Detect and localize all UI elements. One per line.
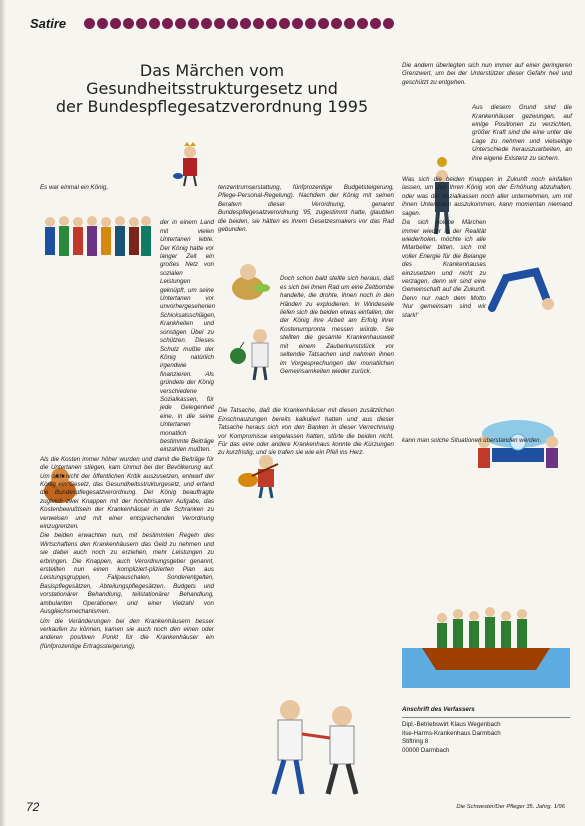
title-line: Das Märchen vom xyxy=(139,61,285,80)
journal-footer: Die Schwester/Der Pfleger 35. Jahrg. 1/96 xyxy=(456,804,565,810)
page-number: 72 xyxy=(26,800,40,814)
section-dot-bar xyxy=(84,18,396,32)
section-dot xyxy=(383,18,394,29)
section-dot xyxy=(110,18,121,29)
section-dot xyxy=(84,18,95,29)
author-heading: Anschrift des Verfassers xyxy=(402,706,475,713)
paragraph: Die beiden erwachten nun, mit bestimmten Regeln des Wirtschaftens den Krankenhäusern das Geld zu nehmen und sie dabei auch noch zu erziehen, mehr Leistungen zu erbringen. Die Knappen, auch Verordnungsgeber genannt, erstellten nun einen kompliziert-plizierten Plan aus Leistungsgruppen, Fallpauschalen, Sonderentgelten, Basispflegesätzen, Abteilungspflegesätzen, Budgets und vorstationärer Behandlung, teilstationärer Behandlung, ambulanten Operationen und einer Vielzahl von Ausgleichsmechanismen. xyxy=(40,532,214,616)
author-address-box xyxy=(402,706,570,755)
section-dot xyxy=(370,18,381,29)
paragraph: tenzentrumserstattung, fünfprozentige Budgetsteigerung, Pflege-Personal-Regelung). Nachdem der König mit seinen Beratern dieser Verordnung, genannt Bundespflegesatzverordnung '95, zugestimmt hatte, glaubten die beiden, sie hätten es ihrem Gesetzesmakers vor das Rad gebunden. xyxy=(218,184,394,234)
section-dot xyxy=(97,18,108,29)
paragraph: Es war einmal ein König, xyxy=(40,184,109,191)
section-dot xyxy=(253,18,264,29)
page-gutter-shadow xyxy=(0,0,6,826)
author-line: Stiftring 8 xyxy=(402,738,429,746)
paragraph: Aus diesem Grund sind die Krankenhäuser gezwungen, auf einige Positionen zu verzichten, größer Kraft sind die eine unter die Lage zu nehmen und vielseitige Unterschiede herauszuarbeiten, an ihre eigene Existenz zu sichern. xyxy=(472,104,572,162)
section-dot xyxy=(292,18,303,29)
paragraph: Die Tatsache, daß die Krankenhäuser mit diesen zusätzlichen Einschnauzungen bereits kalkuliert hatten und aus dieser Tatsache heraus sich von den Banken in dieser Verrechnung vor Kompromisse eingelassen hatten, störte die beiden nicht. Für das eine oder andere Krankenhaus konnte die Kürzungen zu kurzfristig, und sie trafen sie wie ein Pfeil ins Herz. xyxy=(218,407,394,457)
section-dot xyxy=(344,18,355,29)
section-dot xyxy=(331,18,342,29)
paragraph: Um die Veränderungen bei den Krankenhäusern besser verkaufen zu können, kamen sie auch noch den einen oder anderen positiven Punkt für die Krankenhäuser ein (fünfprozentige Ertragssteigerung). xyxy=(40,617,214,650)
paragraph: Als die Kosten immer höher wurden und damit die Beiträge für die Untertanen stiegen, kam Unmut bei der Bevölkerung auf. Um sich nicht der öffentlichen Kritik auszusetzen, entwarf der König ein Gesetz, das Gesundheitsstrukturgesetz, und erfand die Bundespflegesatzverordnung. Der König beauftragte zugleich zwei Knappen mit der hochbrisanten Aufgabe, das Kostenbewußtsein der Krankenhäuser in die Schranken zu verweisen und mit einer entsprechenden Verordnung einzugrenzen. xyxy=(40,455,214,531)
section-dot xyxy=(188,18,199,29)
author-line: Dipl.-Betriebswirt Klaus Wegenbach xyxy=(402,721,501,729)
section-dot xyxy=(305,18,316,29)
section-dot xyxy=(162,18,173,29)
section-dot xyxy=(123,18,134,29)
paragraph: kann man solche Situationen überstanden werden. xyxy=(402,436,542,444)
section-dot xyxy=(175,18,186,29)
section-dot xyxy=(240,18,251,29)
section-dot xyxy=(227,18,238,29)
section-dot xyxy=(214,18,225,29)
paragraph: Da sich solche Märchen immer wieder in der Realität wiederholen, möchte ich alle Mitarbeiter bitten, sich mit voller Energie für die Belange des Krankenhauses einzusetzen und nicht zu verzagen, denn wir sind eine Gemeinschaft auf die Zukunft. Denn nur nach dem Motto 'Nur gemeinsam sind wir stark!' xyxy=(402,219,486,319)
author-line: 00000 Darmbach xyxy=(402,746,450,754)
article-column-3 xyxy=(402,62,572,446)
author-line: Ilse-Harms-Krankenhaus Darmbach xyxy=(402,729,501,737)
king-figure-illustration xyxy=(172,142,208,188)
section-dot xyxy=(201,18,212,29)
title-line: der Bundespflegesatzverordnung 1995 xyxy=(55,97,369,116)
paragraph: der in einem Land mit vielen Untertanen lebte. Der König hatte vor langer Zeit ein großes Netz von sozialen Leistungen geknüpft, um seine Untertanen vor unvorhergesehenen Schicksalsschlägen, Krankheiten und sonstigen Übel zu schützen. Dieses Schutz mußte der König natürlich irgendwie finanzieren. Als gründete der König verschiedene Sozialkassen, für jede Gelegenheit eine, in die seine Untertanen monatlich bestimmte Beiträge einzahlen mußten. xyxy=(160,219,216,454)
article-column-2 xyxy=(218,184,394,459)
sinking-boat-crowd-illustration xyxy=(402,578,570,688)
title-line: Gesundheitsstrukturgesetz und xyxy=(86,79,338,98)
section-dot xyxy=(318,18,329,29)
paragraph: Was sich die beiden Knappen in Zukunft noch einfallen lassen, um den Ihren König von der Erhöhung abzuhalten, oder was die Sozialkassen noch aller unternehmen, um mit ihnen Untertanen auszukommen, kann momentan niemand sagen. xyxy=(402,176,572,217)
article-title xyxy=(34,62,390,116)
section-dot xyxy=(149,18,160,29)
section-dot xyxy=(266,18,277,29)
section-dot xyxy=(136,18,147,29)
paragraph: Doch schon bald stellte sich heraus, daß es sich bei ihnen Rad um eine Zeitbombe handelte, die drohte, ihnen noch in den Händen zu explodieren. In Windeseile liefen sich die beiden etwas einfallen, der der König ihre Arbeit am Erfolg ihrer Kostenumpronta messen würde. Sie stellten die gesamte Krankenhauswelt mit einem Zauberkunststück vor seltendie Tatsachen und nahmen ihnen im Vorgesprechungen der monatlichen Gemeinsamkeiten wieder zurück. xyxy=(280,275,394,375)
section-dot xyxy=(279,18,290,29)
article-column-1 xyxy=(40,184,214,652)
section-label: Satire xyxy=(30,16,67,31)
paragraph: Die andern überlegten sich nun immer auf einer geringeren Grenzwert, um bei der Unterstützer dieser Gefahr heil und geschützt zu entgehen. xyxy=(402,62,572,86)
section-dot xyxy=(357,18,368,29)
doctors-tug-of-war-illustration xyxy=(262,690,372,798)
